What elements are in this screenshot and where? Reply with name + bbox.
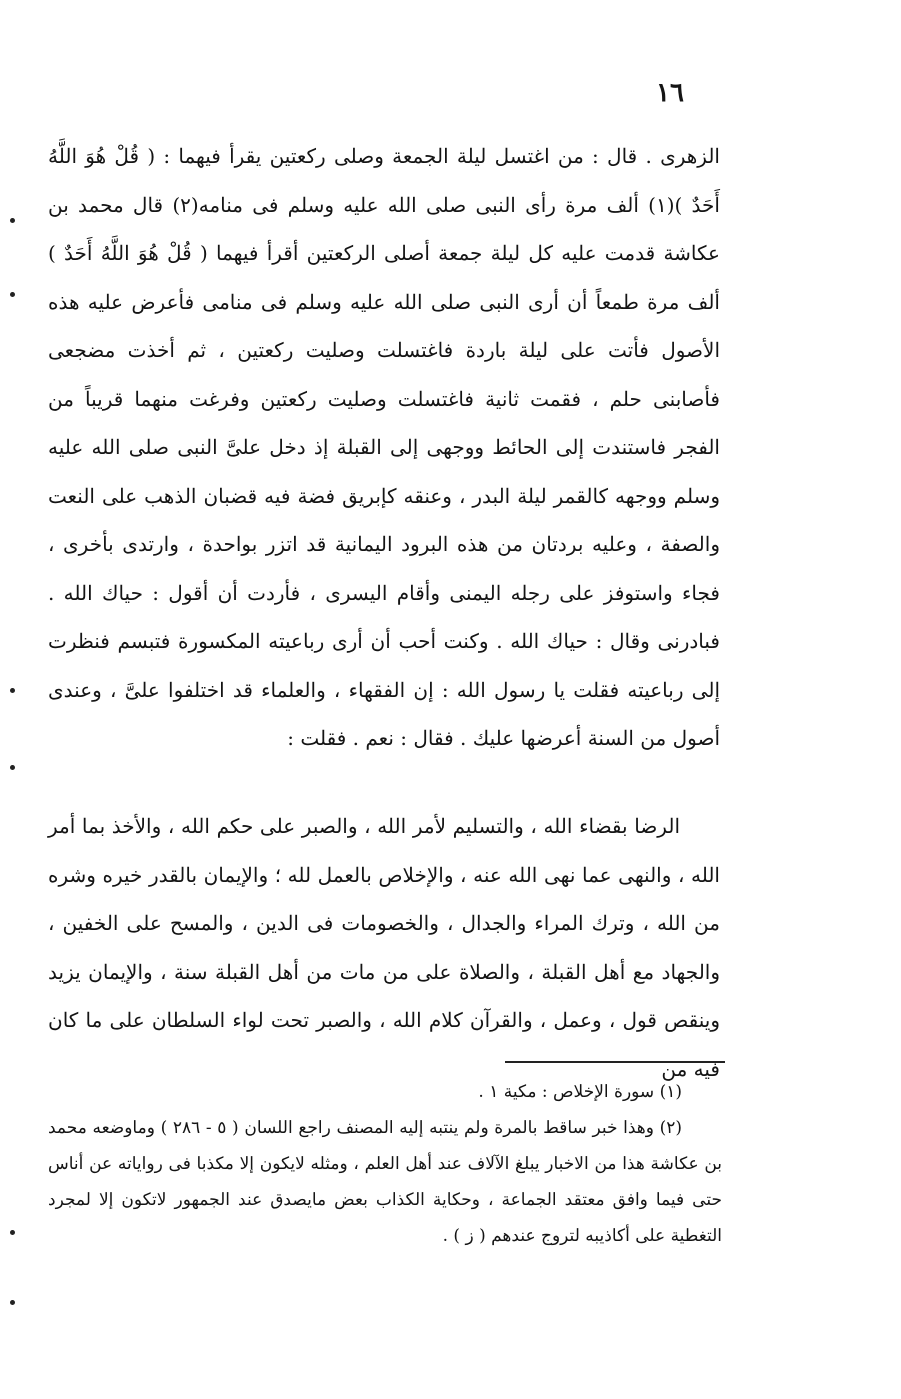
page-number: ١٦ [656, 78, 684, 108]
margin-speck [10, 1230, 15, 1235]
footnote-separator [505, 1061, 725, 1063]
footnotes [48, 1074, 722, 1254]
main-text [48, 132, 720, 1093]
margin-speck [10, 765, 15, 770]
margin-speck [10, 218, 15, 223]
paragraph-1: الزهرى . قال : من اغتسل ليلة الجمعة وصلى ركعتين يقرأ فيهما : ( قُلْ هُوَ اللَّهُ أَحَدٌ )(١) ألف مرة رأى النبى صلى الله عليه وسلم فى منامه(٢) قال محمد بن عكاشة قدمت عليه كل ليلة جمعة أصلى الركعتين أقرأ فيهما ( قُلْ هُوَ اللَّهُ أَحَدٌ ) ألف مرة طمعاً أن أرى النبى صلى الله عليه وسلم فى منامى فأعرض عليه هذه الأصول فأتت على ليلة باردة فاغتسلت وصليت ركعتين ، ثم أخذت مضجعى فأصابنى حلم ، فقمت ثانية فاغتسلت وصليت ركعتين وفرغت منهما قريباً من الفجر فاستندت إلى الحائط ووجهى إلى القبلة إذ دخل علىَّ النبى صلى الله عليه وسلم ووجهه كالقمر ليلة البدر ، وعنقه كإبريق فضة فيه قضبان الذهب على النعت والصفة ، وعليه بردتان من هذه البرود اليمانية قد اتزر بواحدة ، وارتدى بأخرى ، فجاء واستوفز على رجله اليمنى وأقام اليسرى ، فأردت أن أقول : حياك الله . فبادرنى وقال : حياك الله . وكنت أحب أن أرى رباعيته المكسورة فتبسم فنظرت إلى رباعيته فقلت يا رسول الله : إن الفقهاء ، والعلماء قد اختلفوا علىَّ ، وعندى أصول من السنة أعرضها عليك . فقال : نعم . فقلت : [48, 144, 721, 750]
paragraph-2: الرضا بقضاء الله ، والتسليم لأمر الله ، والصبر على حكم الله ، والأخذ بما أمر الله ، والنهى عما نهى الله عنه ، والإخلاص بالعمل لله ؛ والإيمان بالقدر خيره وشره من الله ، وترك المراء والجدال ، والخصومات فى الدين ، والمسح على الخفين ، والجهاد مع أهل القبلة ، والصلاة على من مات من أهل القبلة سنة ، والإيمان يزيد وينقص قول ، وعمل ، والقرآن كلام الله ، والصبر تحت لواء السلطان على ما كان فيه من [48, 814, 720, 1081]
margin-speck [10, 292, 15, 297]
footnote-1: (١) سورة الإخلاص : مكية ١ . [478, 1082, 682, 1102]
margin-speck [10, 688, 15, 693]
footnote-2: (٢) وهذا خبر ساقط بالمرة ولم ينتبه إليه المصنف راجع اللسان ( ٥ - ٢٨٦ ) وماوضعه محمد بن عكاشة هذا من الاخبار يبلغ الآلاف عند أهل العلم ، ومثله لايكون إلا مكذبا فى رواياته عن أناس حتى فيما وافق معتقد الجماعة ، وحكاية الكذاب بعض مايصدق عند الجمهور لاتكون إلا لمجرد التغطية على أكاذيبه لتروج عندهم ( ز ) . [48, 1118, 722, 1246]
margin-speck [10, 1300, 15, 1305]
